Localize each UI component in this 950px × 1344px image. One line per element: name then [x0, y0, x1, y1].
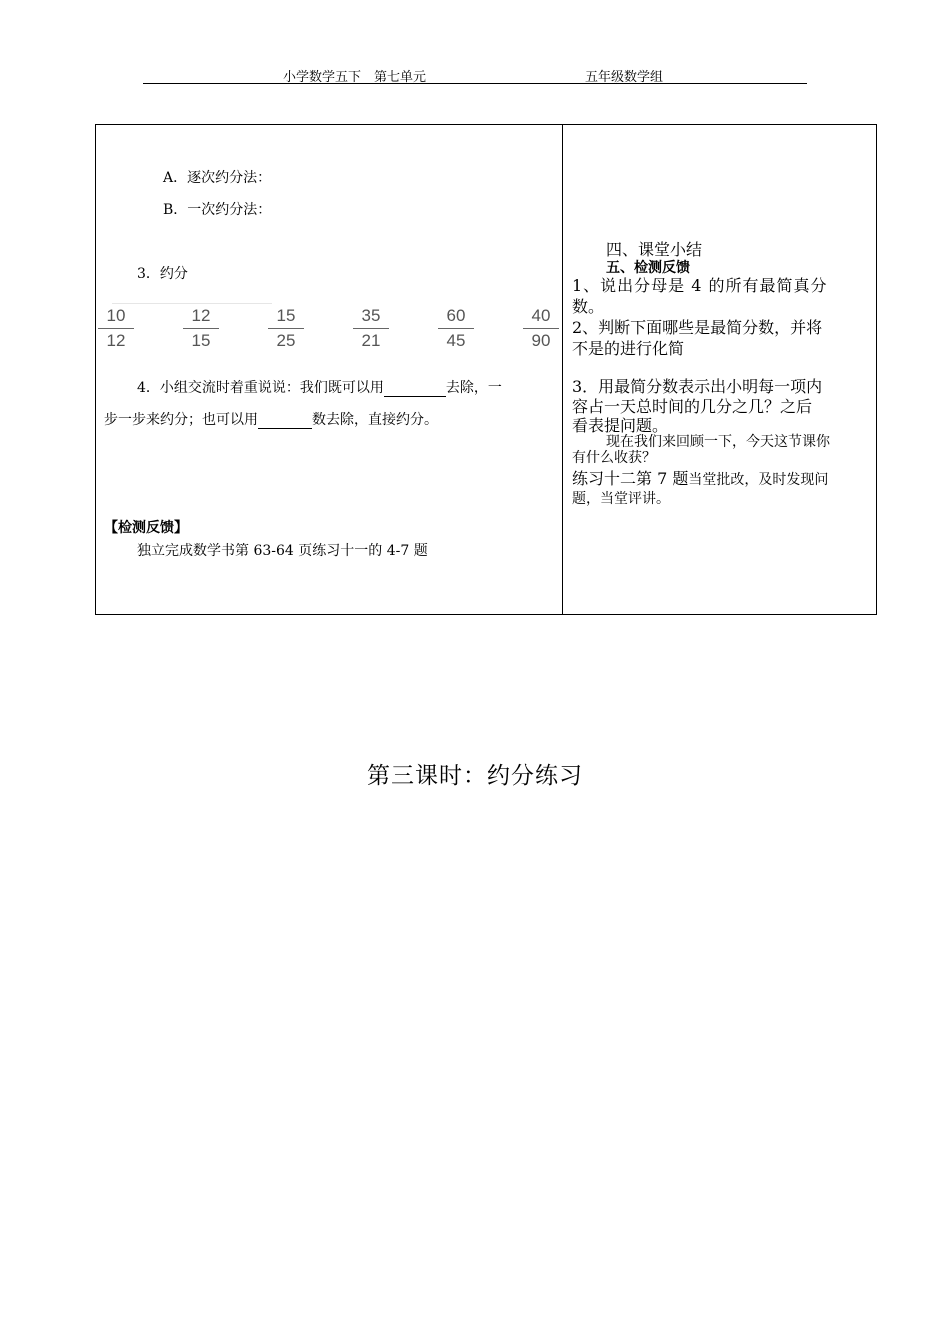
- summary-title: 四、课堂小结: [606, 240, 703, 259]
- fraction-6: [523, 306, 559, 351]
- fraction-2: [183, 306, 219, 351]
- fraction-bar: [353, 328, 389, 329]
- table-column-divider: [562, 124, 563, 615]
- item-3-line-3: 看表提问题。: [572, 416, 669, 435]
- method-a: A．逐次约分法：: [163, 170, 272, 186]
- practice-note: 当堂批改，及时发现问: [688, 472, 829, 488]
- fraction-numerator: 35: [361, 306, 381, 325]
- fraction-denominator: 21: [361, 331, 381, 350]
- answer-blank-2[interactable]: [258, 412, 312, 429]
- question-4-text-b: 去除，一: [445, 380, 502, 396]
- fraction-1: [98, 306, 134, 351]
- fraction-bar: [98, 328, 134, 329]
- fraction-5: [438, 306, 474, 351]
- fraction-denominator: 15: [191, 331, 211, 350]
- fraction-denominator: 45: [446, 331, 466, 350]
- item-1-line-2: 数。: [572, 297, 605, 316]
- feedback-text: 独立完成数学书第 63-64 页练习十一的 4-7 题: [137, 543, 428, 559]
- feedback-title: 【检测反馈】: [104, 520, 188, 536]
- question-4-text-d: 数去除，直接约分。: [312, 412, 438, 428]
- answer-blank-1[interactable]: [384, 380, 446, 397]
- right-feedback-title: 五、检测反馈: [606, 260, 690, 276]
- fraction-3: [268, 306, 304, 351]
- review-line-2: 有什么收获？: [572, 450, 656, 466]
- item-2-line-1: 2、判断下面哪些是最简分数，并将: [572, 318, 823, 337]
- question-4-text-c: 步一步来约分；也可以用: [104, 412, 258, 428]
- header-group: 五年级数学组: [585, 70, 664, 85]
- question-4-line-2: [104, 409, 438, 429]
- item-1-line-1: 1、说出分母是 4 的所有最简真分: [572, 276, 828, 295]
- fraction-numerator: 60: [446, 306, 466, 325]
- lesson-title: 第三课时：约分练习: [367, 763, 583, 789]
- fraction-numerator: 15: [276, 306, 296, 325]
- header-rule: [143, 83, 807, 84]
- fraction-denominator: 90: [531, 331, 551, 350]
- fraction-bar: [523, 328, 559, 329]
- practice-line-2: 题，当堂评讲。: [572, 491, 670, 507]
- fraction-bar: [268, 328, 304, 329]
- question-3: 3．约分: [137, 266, 188, 282]
- question-4-text-a: 4．小组交流时着重说说：我们既可以用: [137, 380, 384, 396]
- question-4-line-1: [137, 377, 502, 397]
- fraction-4: [353, 306, 389, 351]
- fraction-numerator: 10: [106, 306, 126, 325]
- header-unit: 小学数学五下 第七单元: [283, 70, 427, 85]
- item-2-line-2: 不是的进行化简: [572, 339, 685, 358]
- practice-line-1: [572, 466, 828, 489]
- fraction-strip: [112, 303, 272, 304]
- review-line-1: 现在我们来回顾一下，今天这节课你: [606, 434, 830, 450]
- fraction-denominator: 25: [276, 331, 296, 350]
- fraction-bar: [183, 328, 219, 329]
- fraction-numerator: 40: [531, 306, 551, 325]
- fraction-numerator: 12: [191, 306, 211, 325]
- method-b: B．一次约分法：: [163, 202, 272, 218]
- item-3-line-2: 容占一天总时间的几分之几？之后: [572, 397, 813, 416]
- fraction-denominator: 12: [106, 331, 126, 350]
- fraction-bar: [438, 328, 474, 329]
- item-3-line-1: 3．用最简分数表示出小明每一项内: [572, 377, 823, 396]
- practice-ref: 练习十二第 7 题: [572, 469, 689, 488]
